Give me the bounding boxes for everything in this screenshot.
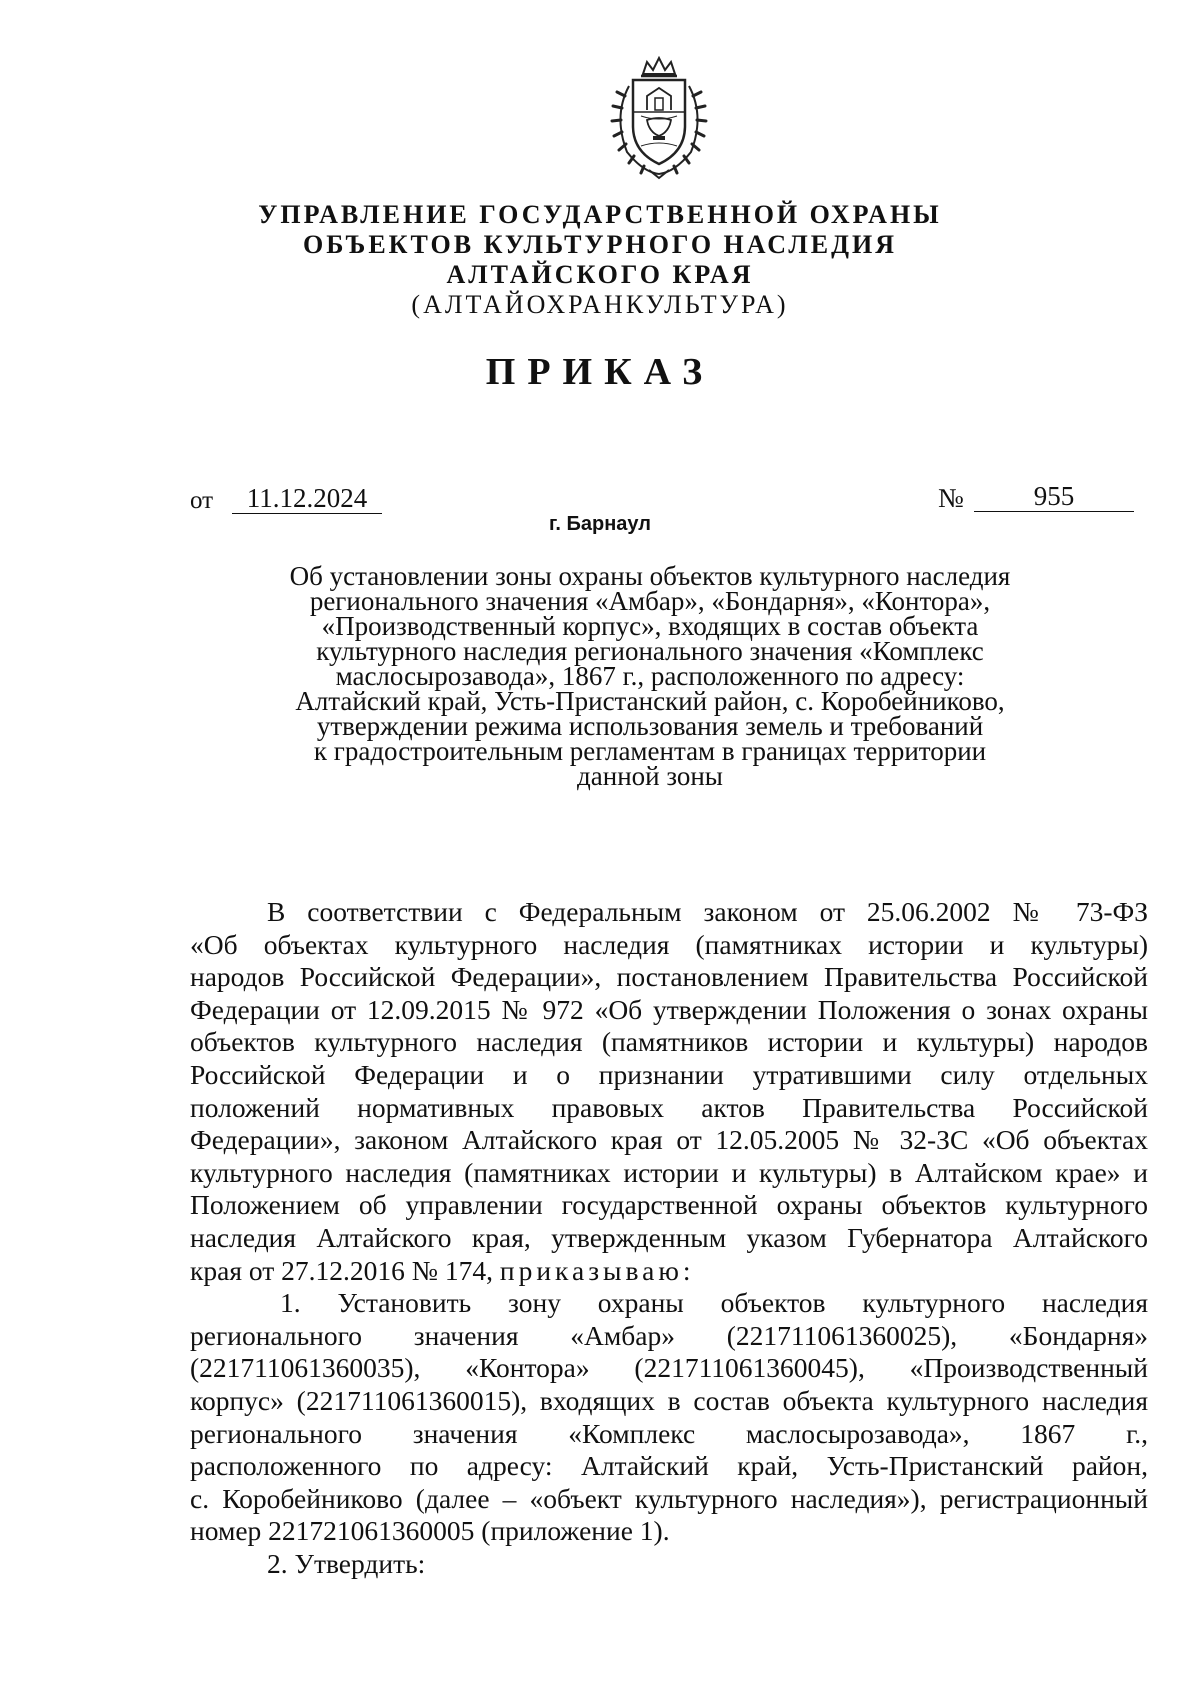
preamble-line: Положением об управлении государственной охраны объектов культурного xyxy=(190,1189,1148,1221)
document-date: 11.12.2024 xyxy=(246,483,368,513)
subject-line: «Производственный корпус», входящих в состав объекта xyxy=(321,611,979,641)
subject-line: культурного наследия регионального значения «Комплекс xyxy=(316,636,984,666)
subject-line: данной зоны xyxy=(577,761,723,791)
org-name-line-2: ОБЪЕКТОВ КУЛЬТУРНОГО НАСЛЕДИЯ xyxy=(303,230,897,259)
item-1-line: регионального значения «Комплекс маслосырозавода», 1867 г., xyxy=(190,1417,1148,1449)
subject-line: утверждении режима использования земель и требований xyxy=(316,711,984,741)
subject-line: к градостроительным регламентам в границах территории xyxy=(313,736,987,766)
city-name: г. Барнаул xyxy=(549,513,651,535)
preamble-line: Российской Федерации и о признании утратившими силу отдельных xyxy=(190,1058,1148,1090)
preamble-line: культурного наследия (памятниках истории и культуры) в Алтайском крае» и xyxy=(190,1156,1148,1188)
preamble-line: Федерации», законом Алтайского края от 12.05.2005 № 32-ЗС «Об объектах xyxy=(190,1124,1148,1156)
org-short-name: (АЛТАЙОХРАНКУЛЬТУРА) xyxy=(411,290,789,319)
subject-line: маслосырозавода», 1867 г., расположенного по адресу: xyxy=(335,661,965,691)
document-type-title: ПРИКАЗ xyxy=(485,351,715,393)
subject-line: Об установлении зоны охраны объектов культурного наследия xyxy=(289,561,1011,591)
preamble-line: «Об объектах культурного наследия (памятниках истории и культуры) xyxy=(190,928,1148,960)
subject-line: регионального значения «Амбар», «Бондарня», «Контора», xyxy=(309,586,991,616)
preamble-line: Федерации от 12.09.2015 № 972 «Об утверждении Положения о зонах охраны xyxy=(190,993,1148,1025)
preamble-line: В соответствии с Федеральным законом от 25.06.2002 № 73-ФЗ xyxy=(267,896,1148,927)
document-number: 955 xyxy=(1033,481,1075,511)
preamble-last-line xyxy=(190,1255,1148,1288)
date-label: от xyxy=(190,487,214,514)
preamble-line: положений нормативных правовых актов Правительства Российской xyxy=(190,1091,1148,1123)
item-1-line: регионального значения «Амбар» (221711061360025), «Бондарня» xyxy=(190,1319,1148,1351)
altai-krai-coat-of-arms-icon xyxy=(603,56,715,180)
preamble-last-prefix: края от 27.12.2016 № 174, xyxy=(190,1254,493,1286)
preamble-line: наследия Алтайского края, утвержденным указом Губернатора Алтайского xyxy=(190,1221,1148,1253)
org-name-line-3: АЛТАЙСКОГО КРАЯ xyxy=(446,260,754,289)
number-underline xyxy=(974,511,1134,512)
subject-line: Алтайский край, Усть-Пристанский район, с. Коробейниково, xyxy=(295,686,1005,716)
order-word: приказываю: xyxy=(499,1254,695,1286)
preamble-line: народов Российской Федерации», постановлением Правительства Российской xyxy=(190,961,1148,993)
item-1-line: номер 221721061360005 (приложение 1). xyxy=(190,1515,670,1547)
item-1-line: 1. Установить зону охраны объектов культурного наследия xyxy=(280,1287,1148,1319)
org-name-line-1: УПРАВЛЕНИЕ ГОСУДАРСТВЕННОЙ ОХРАНЫ xyxy=(258,200,942,229)
item-1-line: корпус» (221711061360015), входящих в состав объекта культурного наследия xyxy=(190,1384,1148,1416)
item-1-line: (221711061360035), «Контора» (221711061360045), «Производственный xyxy=(190,1352,1148,1384)
item-1-line: расположенного по адресу: Алтайский край, Усть-Пристанский район, xyxy=(190,1450,1148,1482)
item-2-line: 2. Утвердить: xyxy=(267,1547,426,1579)
preamble-line: объектов культурного наследия (памятников истории и культуры) народов xyxy=(190,1026,1148,1058)
number-label: № xyxy=(938,483,964,513)
item-1-line: с. Коробейниково (далее – «объект культурного наследия»), регистрационный xyxy=(190,1482,1148,1514)
document-subject xyxy=(250,561,1050,791)
document-body xyxy=(190,896,1148,1580)
